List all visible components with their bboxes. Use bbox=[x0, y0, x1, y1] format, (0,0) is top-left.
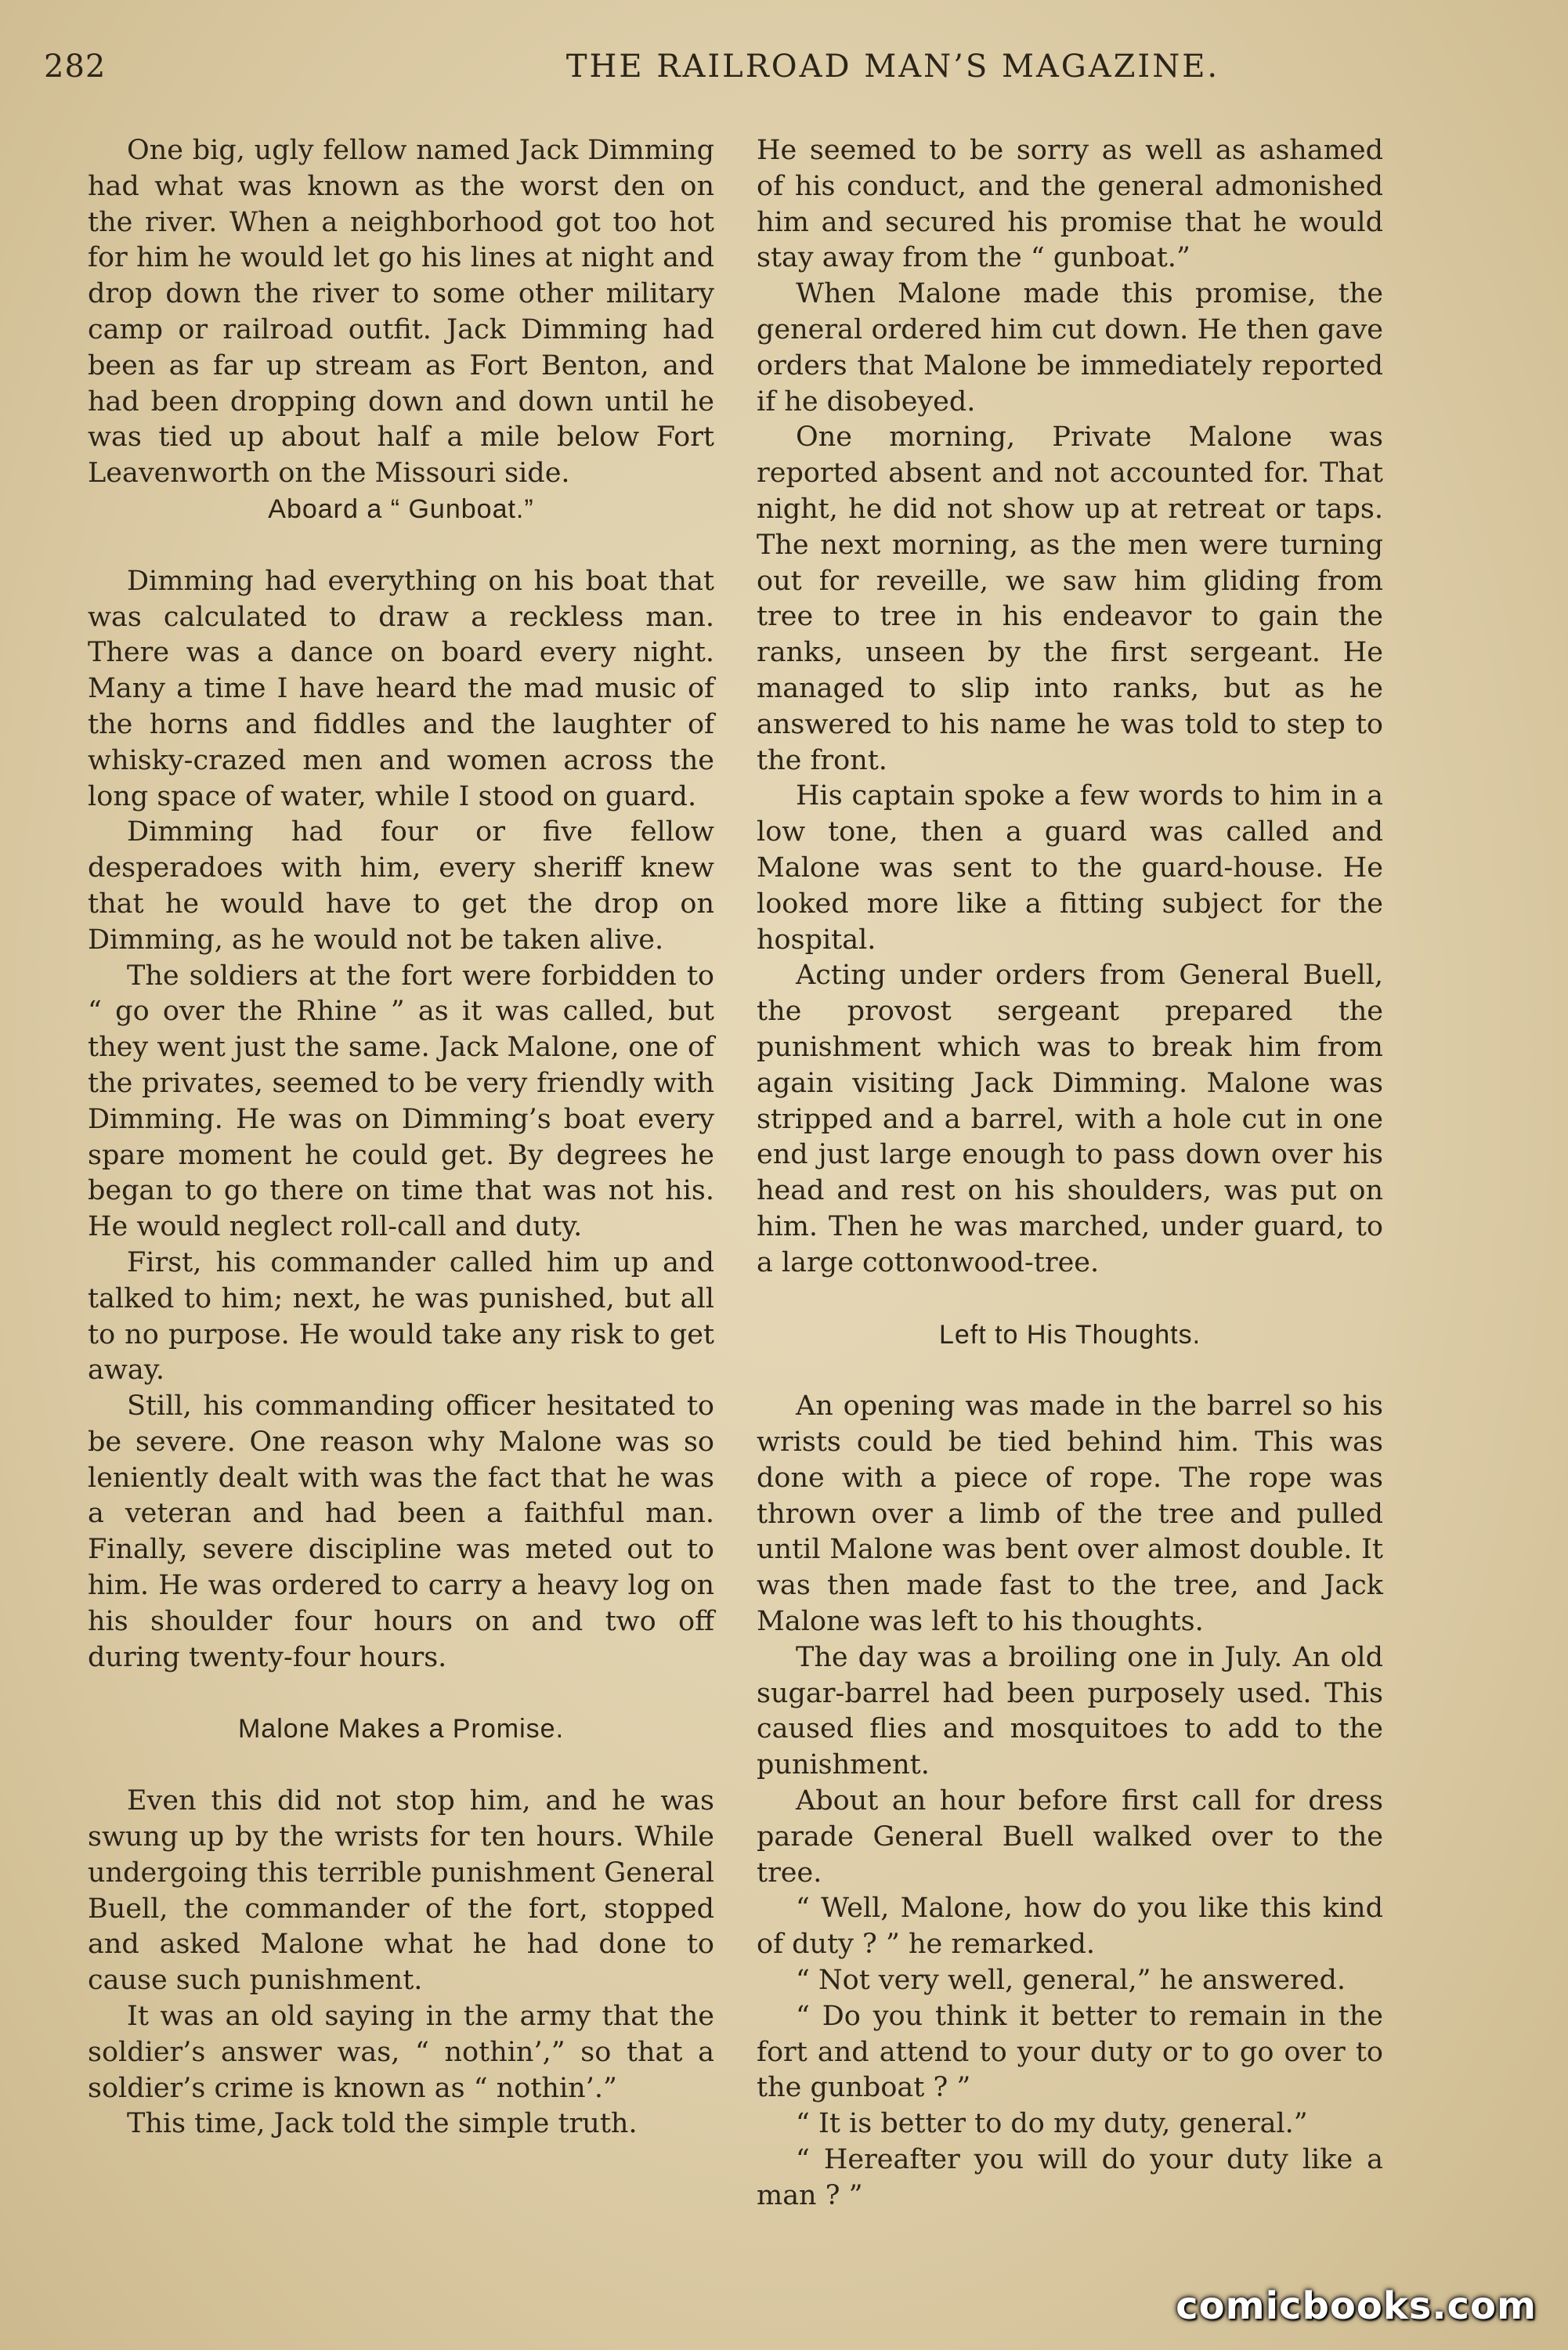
paragraph: This time, Jack told the simple truth. bbox=[127, 2108, 638, 2140]
paragraph: The soldiers at the fort were forbidden to “ go over the Rhine ” as it was called, but they went just the same. Jack Malone, one of the privates, seemed to be very friendly with Dimming. He was on Dimming’s boat every spare moment he could get. By degrees he began to go there on time that was not his. He would neglect roll-call and duty. bbox=[88, 960, 714, 1243]
paragraph: One morning, Private Malone was reported absent and not accounted for. That night, he did not show up at retreat or taps. The next morning, as the men were turning out for reveille, we saw him gliding from tree to tree in his endeavor to gain the ranks, unseen by the first sergeant. He managed to slip into ranks, but as he answered to his name he was told to step to the front. bbox=[757, 421, 1383, 776]
paragraph: “ Do you think it better to remain in the fort and attend to your duty or to go over to the gunboat ? ” bbox=[757, 2000, 1383, 2104]
page-number: 282 bbox=[44, 49, 107, 85]
paragraph: The day was a broiling one in July. An old sugar-barrel had been purposely used. This caused flies and mosquitoes to add to the punishment. bbox=[757, 1641, 1383, 1781]
paragraph: First, his commander called him up and talked to him; next, he was punished, but all to no purpose. He would take any risk to get away. bbox=[88, 1246, 714, 1386]
section-heading: Left to His Thoughts. bbox=[938, 1319, 1201, 1350]
paragraph: Still, his commanding officer hesitated to be severe. One reason why Malone was so leniently dealt with was the fact that he was a veteran and had been a faithful man. Finally, severe discipline was meted out to him. He was ordered to carry a heavy log on his shoulder four hours on and two off during twenty-four hours. bbox=[88, 1390, 714, 1673]
paragraph: His captain spoke a few words to him in a low tone, then a guard was called and Malone was sent to the guard-house. He looked more like a fitting subject for the hospital. bbox=[757, 780, 1383, 956]
paragraph: Dimming had everything on his boat that was calculated to draw a reckless man. There was a dance on board every night. Many a time I have heard the mad music of the horns and fiddles and the laughter of whisky-crazed men and women across the long space of water, while I stood on guard. bbox=[88, 565, 714, 812]
paragraph: Even this did not stop him, and he was swung up by the wrists for ten hours. While undergoing this terrible punishment General Buell, the commander of the fort, stopped and asked Malone what he had done to cause such punishment. bbox=[88, 1785, 714, 1997]
paragraph: Dimming had four or five fellow desperadoes with him, every sheriff knew that he would have to get the drop on Dimming, as he would not be taken alive. bbox=[88, 816, 714, 956]
paragraph: An opening was made in the barrel so his wrists could be tied behind him. This was done with a piece of rope. The rope was thrown over a limb of the tree and pulled until Malone was bent over almost double. It was then made fast to the tree, and Jack Malone was left to his thoughts. bbox=[757, 1390, 1383, 1638]
paragraph: One big, ugly fellow named Jack Dimming had what was known as the worst den on the river. When a neighborhood got too hot for him he would let go his lines at night and drop down the river to some other military camp or railroad outfit. Jack Dimming had been as far up stream as Fort Benton, and had been dropping down and down until he was tied up about half a mile below Fort Leavenworth on the Missouri side. bbox=[88, 135, 714, 490]
left-column bbox=[88, 133, 714, 2142]
paragraph: “ Well, Malone, how do you like this kind of duty ? ” he remarked. bbox=[757, 1893, 1383, 1961]
paragraph: About an hour before first call for dress parade General Buell walked over to the tree. bbox=[757, 1785, 1383, 1889]
running-title: THE RAILROAD MAN’S MAGAZINE. bbox=[565, 49, 1220, 85]
paragraph: When Malone made this promise, the general ordered him cut down. He then gave orders that Malone be immediately reported if he disobeyed. bbox=[757, 278, 1383, 418]
paragraph: It was an old saying in the army that the soldier’s answer was, “ nothin’,” so that a soldier’s crime is known as “ nothin’.” bbox=[88, 2001, 714, 2104]
paragraph: “ Not very well, general,” he answered. bbox=[796, 1965, 1346, 1997]
paragraph: “ Hereafter you will do your duty like a man ? ” bbox=[757, 2144, 1383, 2211]
paragraph: Acting under orders from General Buell, the provost sergeant prepared the punishment which was to break him from again visiting Jack Dimming. Malone was stripped and a barrel, with a hole cut in one end just large enough to pass down over his head and rest on his shoulders, was put on him. Then he was marched, under guard, to a large cottonwood-tree. bbox=[757, 960, 1383, 1278]
section-heading: Malone Makes a Promise. bbox=[237, 1714, 565, 1744]
paragraph: He seemed to be sorry as well as ashamed of his conduct, and the general admonished him and secured his promise that he would stay away from the “ gunboat.” bbox=[757, 135, 1383, 274]
paragraph: “ It is better to do my duty, general.” bbox=[796, 2108, 1308, 2140]
right-column bbox=[757, 133, 1383, 2214]
section-heading: Aboard a “ Gunboat.” bbox=[268, 494, 534, 524]
watermark: comicbooks.com bbox=[1176, 2284, 1537, 2328]
